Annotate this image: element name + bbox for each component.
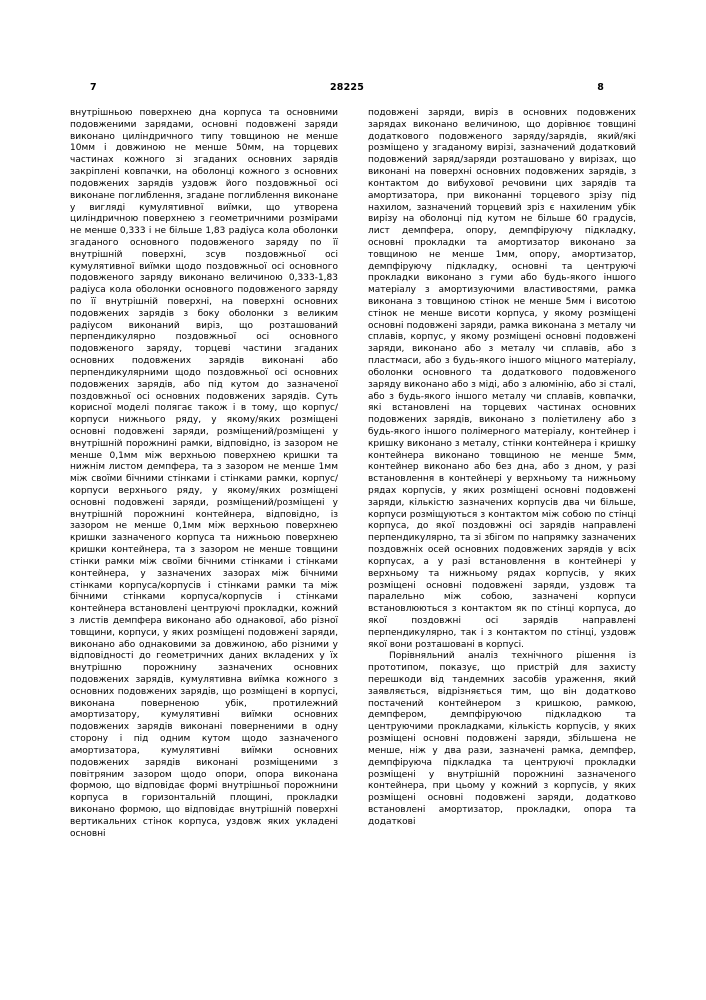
- right-text-column: [368, 108, 636, 852]
- paragraph: внутрішньою поверхнею дна корпуса та основними подовженими зарядами, основні подовжені заряди виконано циліндричного типу товщиною не менше 10мм і довжиною не менше 50мм, на торцевих частинах кожного зі згаданих основних зарядів закріплені ковпачки, на оболонці кожного з основних подовжених зарядів уздовж його поздовжньої осі виконане поглиблення, згадане поглиблення виконане у вигляді кумулятивної виїмки, що утворена циліндричною поверхнею з геометричними розмірами не менше 0,333 і не більше 1,83 радіуса кола оболонки згаданого основного подовженого заряду по її внутрішній поверхні, зсув поздовжньої осі кумулятивної виїмки щодо поздовжньої осі основного подовженого заряду виконано величиною 0,333-1,83 радіуса кола оболонки основного подовженого заряду по її внутрішній поверхні, на поверхні основних подовжених зарядів з боку оболонки з великим радіусом виконаний виріз, що розташований перпендикулярно поздовжньої осі основного подовженого заряду, торцеві частини згаданих основних подовжених зарядів виконані або перпендикулярними щодо поздовжньої осі основних подовжених зарядів, або під кутом до зазначеної поздовжньої осі основних подовжених зарядів. Суть корисної моделі полягає також і в тому, що корпус/корпуси нижнього ряду, у якому/яких розміщені основні подовжені заряди, розміщений/розміщені у внутрішній порожнині рамки, відповідно, із зазором не менше 0,1мм між верхньою поверхнею кришки та нижнім листом демпфера, та з зазором не менше 1мм між своїми бічними стінками і стінками рамки, корпус/корпуси верхнього ряду, у якому/яких розміщені основні подовжені заряди, розміщений/розміщені у внутрішній порожнині контейнера, відповідно, із зазором не менше 0,1мм між верхньою поверхнею кришки зазначеного корпуса та нижньою поверхнею кришки контейнера, та з зазором не менше товщини стінки рамки між своїми бічними стінками і стінками контейнера, у зазначених зазорах між бічними стінками корпуса/корпусів і стінками рамки та між бічними стінками корпуса/корпусів і стінками контейнера встановлені центруючі прокладки, кожний з листів демпфера виконано або однакової, або різної товщини, корпуси, у яких розміщені подовжені заряди, виконано або однаковими за довжиною, або різними у відповідності до геометричних даних вкладених у їх внутрішню порожнину зазначених основних подовжених зарядів, кумулятивна виїмка кожного з основних подовжених зарядів, що розміщені в корпусі, виконана поверненою убік, протилежний амортизатору, кумулятивні виїмки основних подовжених зарядів виконані поверненими в одну сторону і під одним кутом щодо зазначеного амортизатора, кумулятивні виїмки основних подовжених зарядів виконані розміщеними з повітряним зазором щодо опори, опора виконана формою, що відповідає формі внутрішньої порожнини корпуса в горизонтальній площині, прокладки виконано формою, що відповідає внутрішній поверхні вертикальних стінок корпуса, уздовж яких укладені основні: [70, 108, 338, 839]
- paragraph: подовжені заряди, виріз в основних подовжених зарядах виконано величиною, що дорівнює товщині додаткового подовженого заряду/зарядів, який/які розміщено у згаданому вирізі, зазначений додатковий подовжений заряд/заряди розташовано у вирізах, що виконані на поверхні основних подовжених зарядів, з контактом до вибухової речовини цих зарядів та амортизатора, при виконанні торцевого зрізу під нахилом, зазначений торцевий зріз є нахиленим убік вирізу на оболонці під кутом не більше 60 градусів, лист демпфера, опору, демпфіруючу підкладку, основні прокладки та амортизатор виконано за товщиною не менше 1мм, опору, амортизатор, демпфіруючу підкладку, основні та центруючі прокладки виконано з гуми або будь-якого іншого матеріалу з амортизуючими властивостями, рамка виконана з товщиною стінок не менше 5мм і висотою стінок не менше висоти корпуса, у якому розміщені основні подовжені заряди, рамка виконана з металу чи сплавів, корпус, у якому розміщені основні подовжені заряди, виконано або з металу чи сплавів, або з пластмаси, або з будь-якого іншого міцного матеріалу, оболонки основного та додаткового подовженого заряду виконано або з міді, або з алюмінію, або зі сталі, або з будь-якого іншого металу чи сплавів, ковпачки, які встановлені на торцевих частинах основних подовжених зарядів, виконано з поліетилену або з будь-якого іншого полімерного матеріалу, контейнер і кришку виконано з металу, стінки контейнера і кришку контейнера виконано товщиною не менше 5мм, контейнер виконано або без дна, або з дном, у разі встановлення в контейнері у верхньому та нижньому рядах корпусів, у яких розміщені основні подовжені заряди, кількістю зазначених корпусів два чи більше, корпуси розміщуються з контактом між собою по стінці корпуса, до якої поздовжні осі зарядів направлені перпендикулярно, та зі збігом по напрямку зазначених поздовжніх осей основних подовжених зарядів у всіх корпусах, а у разі встановлення в контейнері у верхньому та нижньому рядах корпусів, у яких розміщені основні подовжені заряди, уздовж та паралельно між собою, зазначені корпуси встановлюються з контактом як по стінці корпуса, до якої поздовжні осі зарядів направлені перпендикулярно, так і з контактом по стінці, уздовж якої вони розташовані в корпусі.: [368, 108, 636, 650]
- left-text-column: [70, 108, 338, 852]
- two-column-body: [70, 108, 636, 852]
- left-page-number: 7: [90, 81, 97, 93]
- document-number: 28225: [329, 81, 365, 93]
- right-page-number: 8: [597, 81, 604, 93]
- paragraph: Порівняльний аналіз технічного рішення із прототипом, показує, що пристрій для захисту перешкоди від тандемних засобів ураження, який заявляється, відрізняється тим, що він додатково постачений контейнером з кришкою, рамкою, демпфером, демпфіруючою підкладкою та центруючими прокладками, кількість корпусів, у яких розміщені основні подовжені заряди, збільшена не менше, ніж у два рази, зазначені рамка, демпфер, демпфіруюча підкладка та центруючі прокладки розміщені у внутрішній порожнині зазначеного контейнера, при цьому у кожний з корпусів, у яких розміщені основні подовжені заряди, додатково встановлені амортизатор, прокладки, опора та додаткові: [368, 651, 636, 827]
- page-running-header: [70, 80, 636, 94]
